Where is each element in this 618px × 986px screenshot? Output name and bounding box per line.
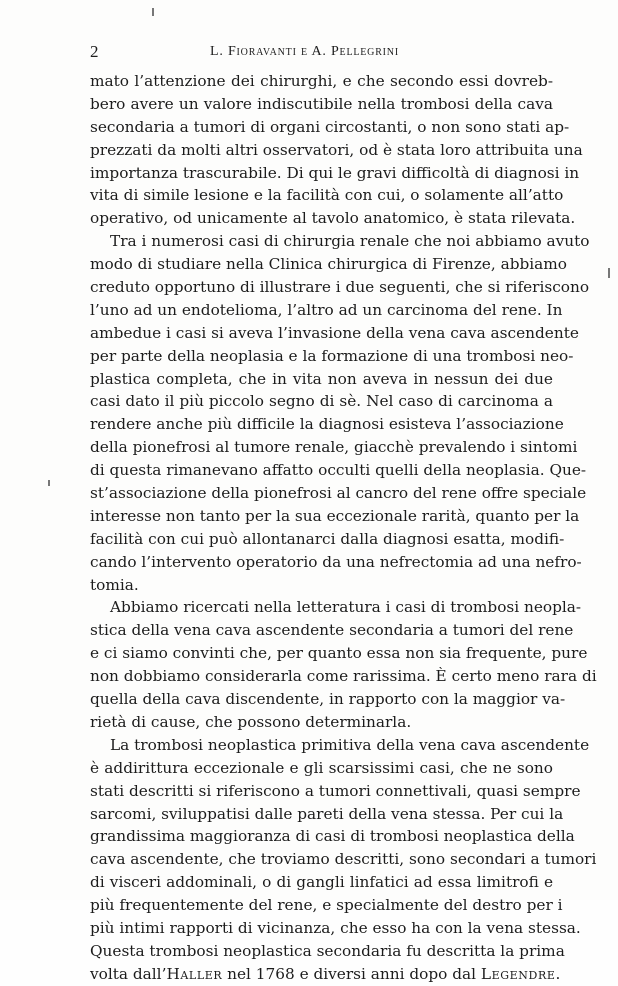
text-line: stica della vena cava ascendente secondaria a tumori del rene [90,621,574,640]
text-line: di visceri addominali, o di gangli linfatici ad essa limitrofi e [90,873,553,892]
print-speck [152,8,154,16]
text-line: quella della cava discendente, in rapporto con la maggior va- [90,690,566,709]
text-line: non dobbiamo considerarla come rarissima. È certo meno rara di [90,667,597,686]
text-line: plastica completa, che in vita non aveva in nessun dei due [90,369,553,388]
text-line: bero avere un valore indiscutibile nella trombosi della cava [90,94,553,113]
text-line: della pionefrosi al tumore renale, giacchè prevalendo i sintomi [90,438,578,457]
text-line: cava ascendente, che troviamo descritti, sono secondari a tumori [90,850,597,869]
text-line: facilità con cui può allontanarci dalla diagnosi esatta, modifi- [90,529,565,548]
text-line: ambedue i casi si aveva l’invasione della vena cava ascendente [90,323,579,342]
final-line [90,963,561,986]
text-line: secondaria a tumori di organi circostanti, o non sono stati ap- [90,117,570,136]
text-line: rendere anche più difficile la diagnosi esisteva l’associazione [90,415,564,434]
text-line: l’uno ad un endotelioma, l’altro ad un carcinoma del rene. In [90,300,563,319]
page-number: 2 [90,42,99,61]
text-line: casi dato il più piccolo segno di sè. Nel caso di carcinoma a [90,392,553,411]
text-line: prezzati da molti altri osservatori, od è stata loro attribuita una [90,140,583,159]
text-line: più frequentemente del rene, e specialmente del destro per i [90,896,563,915]
print-speck [48,480,50,486]
text-line: importanza trascurabile. Di qui le gravi difficoltà di diagnosi in [90,163,580,182]
text-line: per parte della neoplasia e la formazione di una trombosi neo- [90,346,574,365]
text-line: Questa trombosi neoplastica secondaria fu descritta la prima [90,941,565,960]
author-haller: Haller [166,964,223,983]
text-line: cando l’intervento operatorio da una nefrectomia ad una nefro- [90,552,582,571]
text-line: vita di simile lesione e la facilità con cui, o solamente all’atto [90,186,564,205]
page-header [90,42,553,64]
text-line: sarcomi, sviluppatisi dalle pareti della vena stessa. Per cui la [90,804,564,823]
author-legendre: Legendre. [480,964,561,983]
body-text [90,70,597,986]
text-line: La trombosi neoplastica primitiva della vena cava ascendente [110,735,590,754]
text-line: Tra i numerosi casi di chirurgia renale che noi abbiamo avuto [110,232,590,251]
text-line: stati descritti si riferiscono a tumori connettivali, quasi sempre [90,781,581,800]
text-line: più intimi rapporti di vicinanza, che esso ha con la vena stessa. [90,918,581,937]
text-line: mato l’attenzione dei chirurghi, e che secondo essi dovreb- [90,72,553,90]
text-line: creduto opportuno di illustrare i due seguenti, che si riferiscono [90,278,590,297]
final-line-text-b: nel 1768 e diversi anni dopo dal [222,964,481,983]
text-line: rietà di cause, che possono determinarla. [90,712,412,731]
text-line: interesse non tanto per la sua eccezionale rarità, quanto per la [90,506,580,525]
text-line: modo di studiare nella Clinica chirurgica di Firenze, abbiamo [90,255,568,274]
text-line: Abbiamo ricercati nella letteratura i casi di trombosi neopla- [110,598,582,617]
final-line-text-a: volta dall’ [90,964,167,983]
print-speck [608,268,610,278]
text-line: e ci siamo convinti che, per quanto essa non sia frequente, pure [90,644,588,663]
text-line: operativo, od unicamente al tavolo anatomico, è stata rilevata. [90,209,576,228]
text-line: st’associazione della pionefrosi al cancro del rene offre speciale [90,484,587,503]
text-line: di questa rimanevano affatto occulti quelli della neoplasia. Que- [90,461,587,480]
text-line: grandissima maggioranza di casi di trombosi neoplastica della [90,827,575,846]
text-line: è addirittura eccezionale e gli scarsissimi casi, che ne sono [90,758,553,777]
text-line: tomia. [90,575,139,594]
running-head: L. Fioravanti e A. Pellegrini [210,44,399,59]
